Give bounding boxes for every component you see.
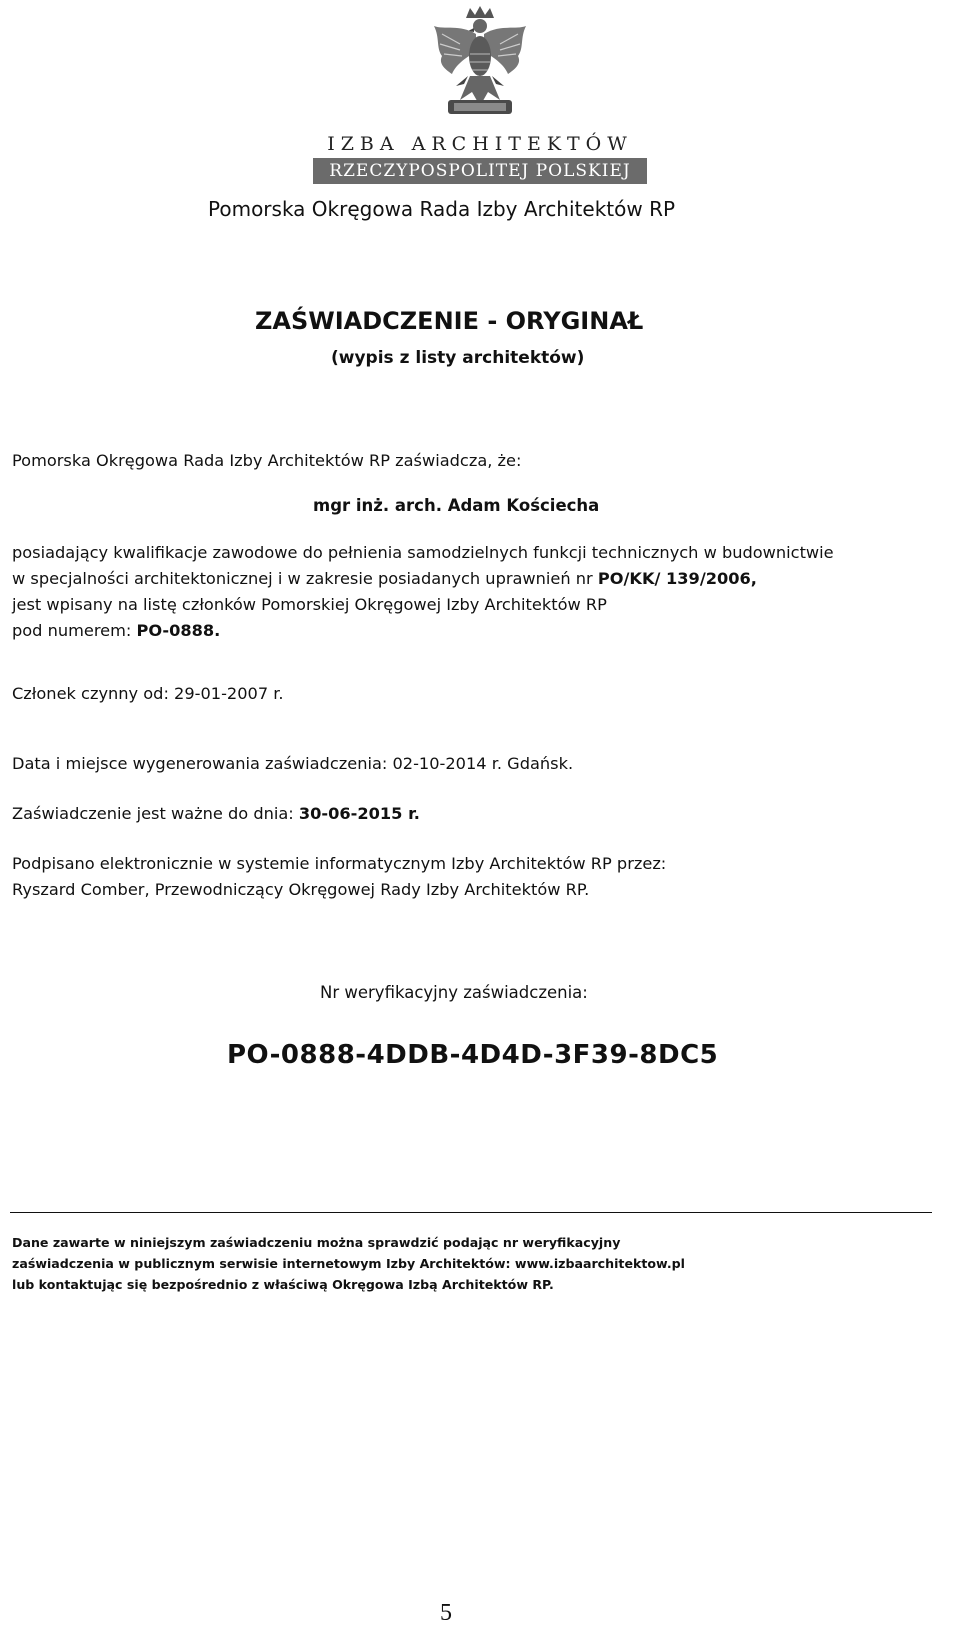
validity-date: 30-06-2015 r. xyxy=(298,804,420,823)
qualification-line-2 xyxy=(12,566,757,592)
verification-label: Nr weryfikacyjny zaświadczenia: xyxy=(320,983,588,1002)
signed-line-2: Ryszard Comber, Przewodniczący Okręgowej Rady Izby Architektów RP. xyxy=(12,880,590,899)
footer-line-3: lub kontaktując się bezpośrednio z właściwą Okręgowa Izbą Architektów RP. xyxy=(12,1277,554,1292)
generated-date-place: Data i miejsce wygenerowania zaświadczenia: 02-10-2014 r. Gdańsk. xyxy=(12,754,574,773)
page-number: 5 xyxy=(440,1600,452,1626)
validity-label: Zaświadczenie jest ważne do dnia: xyxy=(12,804,294,823)
member-since: Członek czynny od: 29-01-2007 r. xyxy=(12,684,284,703)
qualification-line-3: jest wpisany na listę członków Pomorskiej Okręgowej Izby Architektów RP xyxy=(12,595,607,614)
document-subtitle: (wypis z listy architektów) xyxy=(331,348,585,368)
member-number: PO-0888. xyxy=(136,621,221,640)
validity-line xyxy=(12,801,420,827)
qualification-line-1: posiadający kwalifikacje zawodowe do pełnienia samodzielnych funkcji technicznych w budownictwie xyxy=(12,543,834,562)
architect-name: mgr inż. arch. Adam Kościecha xyxy=(313,496,600,515)
signed-line-1: Podpisano elektronicznie w systemie informatycznym Izby Architektów RP przez: xyxy=(12,854,667,873)
qualification-line-4 xyxy=(12,618,220,644)
footer-line-2: zaświadczenia w publicznym serwisie internetowym Izby Architektów: www.izbaarchitektow.pl xyxy=(12,1256,685,1271)
council-heading: Pomorska Okręgowa Rada Izby Architektów RP xyxy=(208,197,676,221)
polish-eagle-emblem-icon xyxy=(430,4,530,122)
verification-code: PO-0888-4DDB-4D4D-3F39-8DC5 xyxy=(227,1040,719,1070)
license-number: PO/KK/ 139/2006, xyxy=(597,569,757,588)
org-name-line1: IZBA ARCHITEKTÓW xyxy=(327,133,633,155)
qualification-text: w specjalności architektonicznej i w zakresie posiadanych uprawnień nr xyxy=(12,569,593,588)
footer-line-1: Dane zawarte w niniejszym zaświadczeniu można sprawdzić podając nr weryfikacyjny xyxy=(12,1235,621,1250)
org-name-line2: RZECZYPOSPOLITEJ POLSKIEJ xyxy=(313,158,647,184)
document-title: ZAŚWIADCZENIE - ORYGINAŁ xyxy=(255,307,644,335)
intro-text: Pomorska Okręgowa Rada Izby Architektów RP zaświadcza, że: xyxy=(12,451,522,470)
member-number-label: pod numerem: xyxy=(12,621,132,640)
footer-divider xyxy=(10,1212,932,1213)
